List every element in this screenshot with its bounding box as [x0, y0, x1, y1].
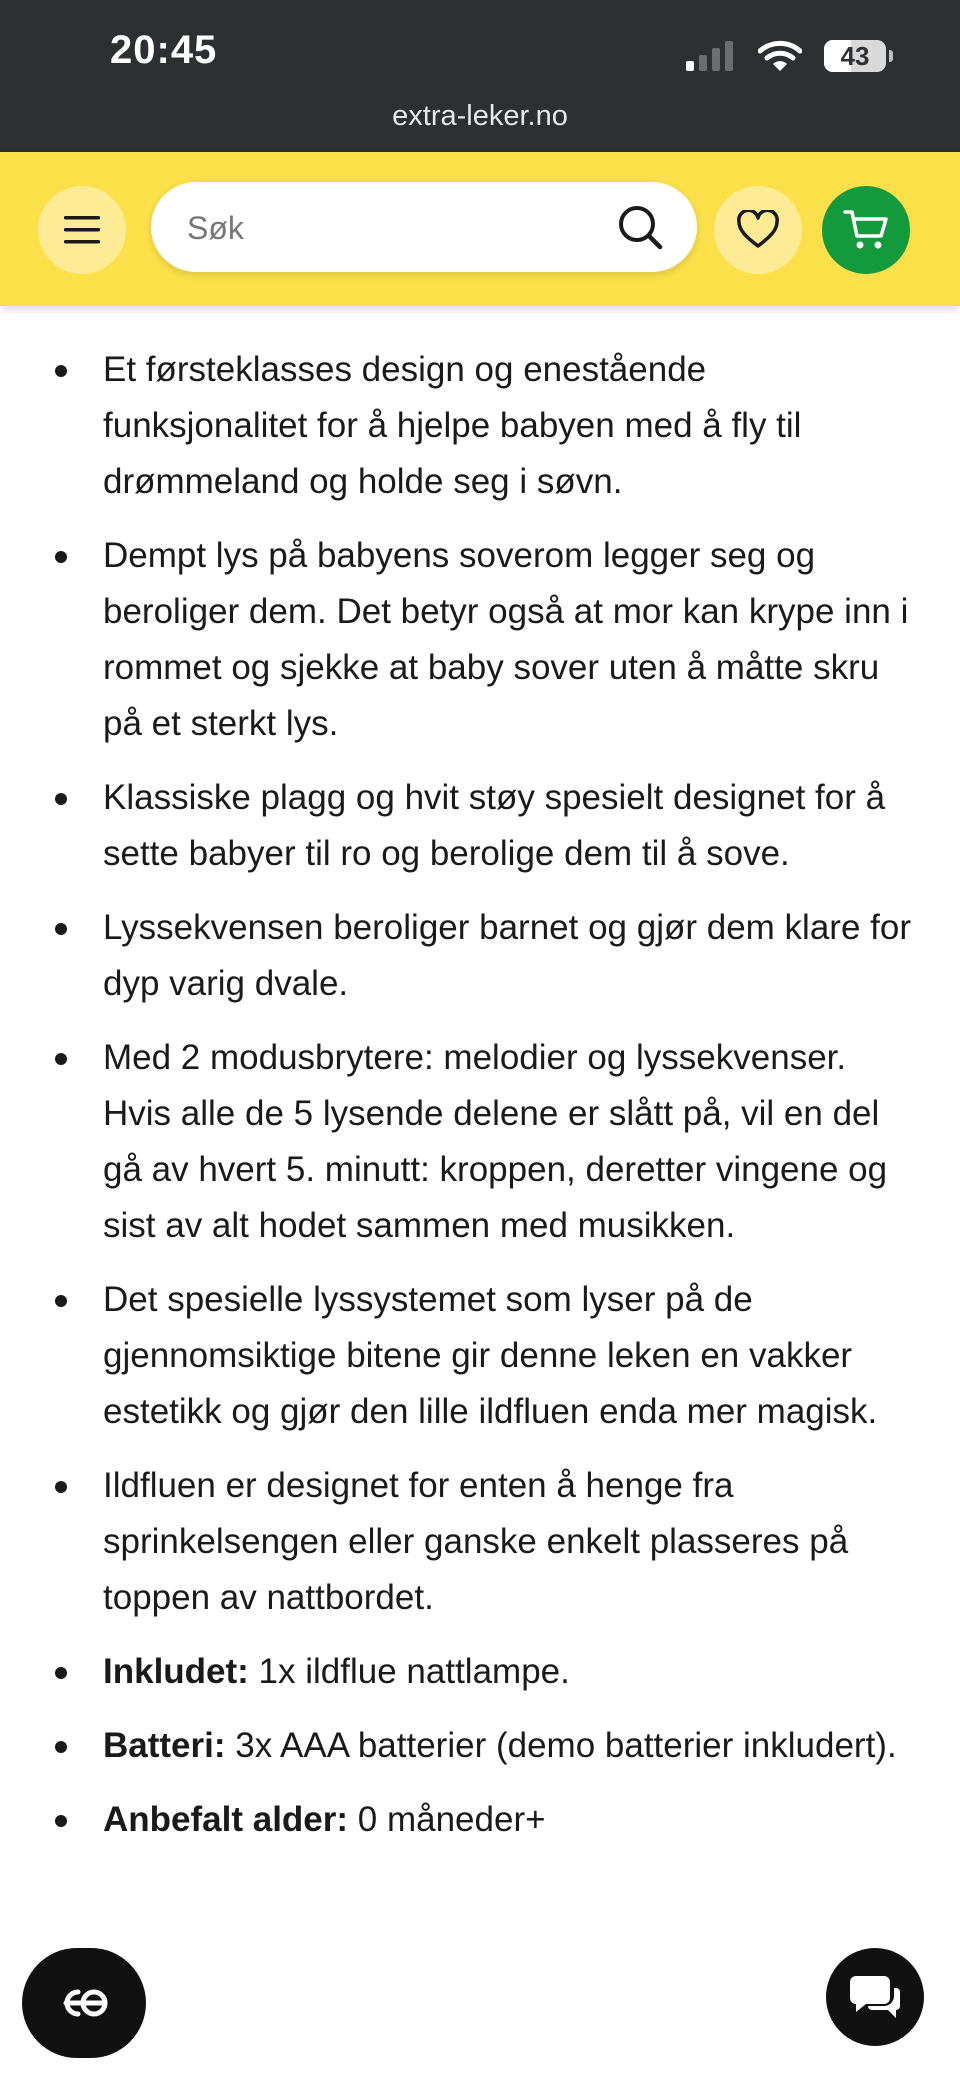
accessibility-button[interactable]: [22, 1948, 146, 2058]
cellular-signal-icon: [686, 41, 736, 71]
search-box[interactable]: [151, 182, 697, 272]
feature-list-item: [0, 770, 960, 882]
feature-list-item: [0, 1030, 960, 1254]
feature-list-item: [0, 900, 960, 1012]
feature-list-item: [0, 1718, 960, 1774]
feature-list-item: [0, 528, 960, 752]
chat-icon: [848, 1972, 902, 2022]
feature-text: Ildfluen er designet for enten å henge fra sprinkelsengen eller ganske enkelt plasseres på toppen av nattbordet.: [103, 1466, 849, 1617]
accessibility-icon: [54, 1986, 114, 2020]
search-icon[interactable]: [617, 204, 663, 250]
feature-list-item: [0, 1458, 960, 1626]
feature-label: Batteri:: [103, 1726, 226, 1765]
feature-label: Inkludet:: [103, 1652, 249, 1691]
battery-level: 43: [840, 40, 870, 71]
wifi-icon: [758, 40, 802, 72]
feature-list: [0, 306, 960, 1848]
site-header: [0, 152, 960, 306]
feature-label: Anbefalt alder:: [103, 1800, 349, 1839]
status-bar: [0, 0, 960, 152]
browser-url[interactable]: extra-leker.no: [392, 100, 568, 132]
favorites-button[interactable]: [714, 186, 802, 274]
feature-text: Det spesielle lyssystemet som lyser på de gjennomsiktige bitene gir denne leken en vakker estetikk og gjør den lille ildfluen enda mer magisk.: [103, 1280, 878, 1431]
product-description: [0, 306, 960, 1866]
feature-text: Med 2 modusbrytere: melodier og lyssekvenser. Hvis alle de 5 lysende delene er slått på, vil en del gå av hvert 5. minutt: kroppen, deretter vingene og sist av alt hodet sammen med musikken.: [103, 1038, 888, 1245]
feature-text: Dempt lys på babyens soverom legger seg og beroliger dem. Det betyr også at mor kan krype inn i rommet og sjekke at baby sover uten å måtte skru på et sterkt lys.: [103, 536, 909, 743]
feature-text: 0 måneder+: [348, 1800, 546, 1839]
battery-icon: [824, 40, 886, 72]
menu-button[interactable]: [38, 186, 126, 274]
feature-text: Et førsteklasses design og enestående funksjonalitet for å hjelpe babyen med å fly til drømmeland og holde seg i søvn.: [103, 350, 802, 501]
hamburger-menu-icon: [62, 214, 102, 246]
heart-icon: [736, 210, 780, 250]
feature-text: 1x ildflue nattlampe.: [248, 1652, 570, 1691]
feature-list-item: [0, 1644, 960, 1700]
status-icons: [686, 36, 886, 76]
feature-list-item: [0, 1272, 960, 1440]
cart-button[interactable]: [822, 186, 910, 274]
feature-text: Klassiske plagg og hvit støy spesielt designet for å sette babyer til ro og berolige dem til å sove.: [103, 778, 886, 873]
status-time: 20:45: [110, 28, 218, 72]
chat-button[interactable]: [826, 1948, 924, 2046]
cart-icon: [843, 208, 889, 252]
feature-list-item: [0, 1792, 960, 1848]
feature-text: Lyssekvensen beroliger barnet og gjør dem klare for dyp varig dvale.: [103, 908, 911, 1003]
search-input[interactable]: [185, 202, 609, 254]
feature-list-item: [0, 342, 960, 510]
feature-text: 3x AAA batterier (demo batterier inkludert).: [225, 1726, 897, 1765]
